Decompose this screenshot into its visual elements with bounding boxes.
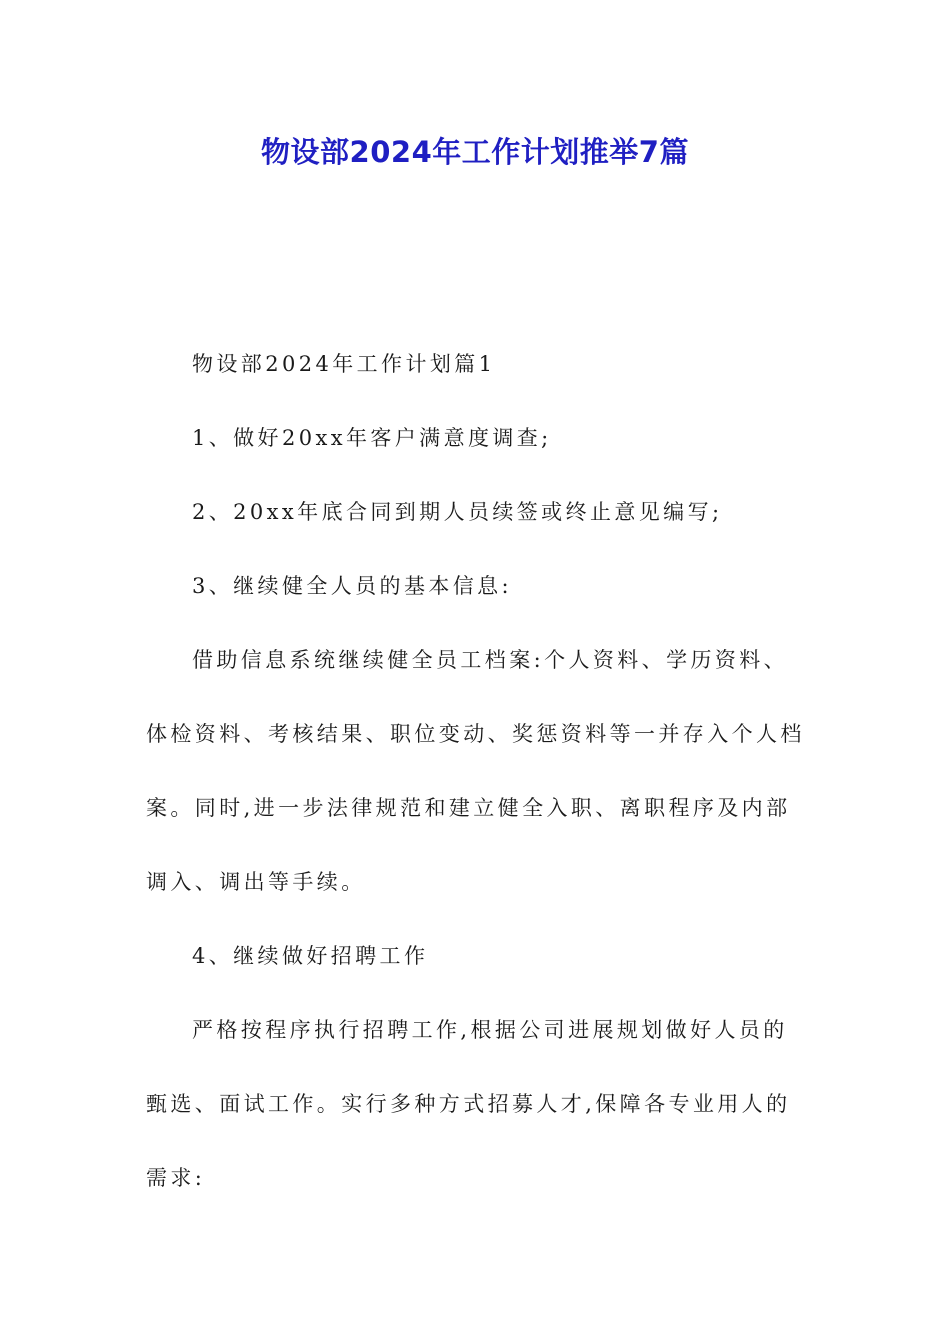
document-title: 物设部2024年工作计划推举7篇 [261,135,689,169]
section-heading: 物设部2024年工作计划篇1 [192,352,496,376]
paragraph-line: 借助信息系统继续健全员工档案:个人资料、学历资料、 [192,648,789,672]
paragraph-line: 严格按程序执行招聘工作,根据公司进展规划做好人员的 [192,1018,788,1042]
paragraph-line: 调入、调出等手续。 [146,870,366,894]
paragraph-line: 体检资料、考核结果、职位变动、奖惩资料等一并存入个人档 [146,722,805,746]
paragraph-line: 3、继续健全人员的基本信息: [192,574,513,598]
paragraph-line: 2、20xx年底合同到期人员续签或终止意见编写; [192,500,723,524]
paragraph-line: 甄选、面试工作。实行多种方式招募人才,保障各专业用人的 [146,1092,791,1116]
paragraph-line: 4、继续做好招聘工作 [192,944,429,968]
paragraph-line: 需求: [146,1166,206,1190]
paragraph-line: 1、做好20xx年客户满意度调查; [192,426,552,450]
paragraph-line: 案。同时,进一步法律规范和建立健全入职、离职程序及内部 [146,796,791,820]
